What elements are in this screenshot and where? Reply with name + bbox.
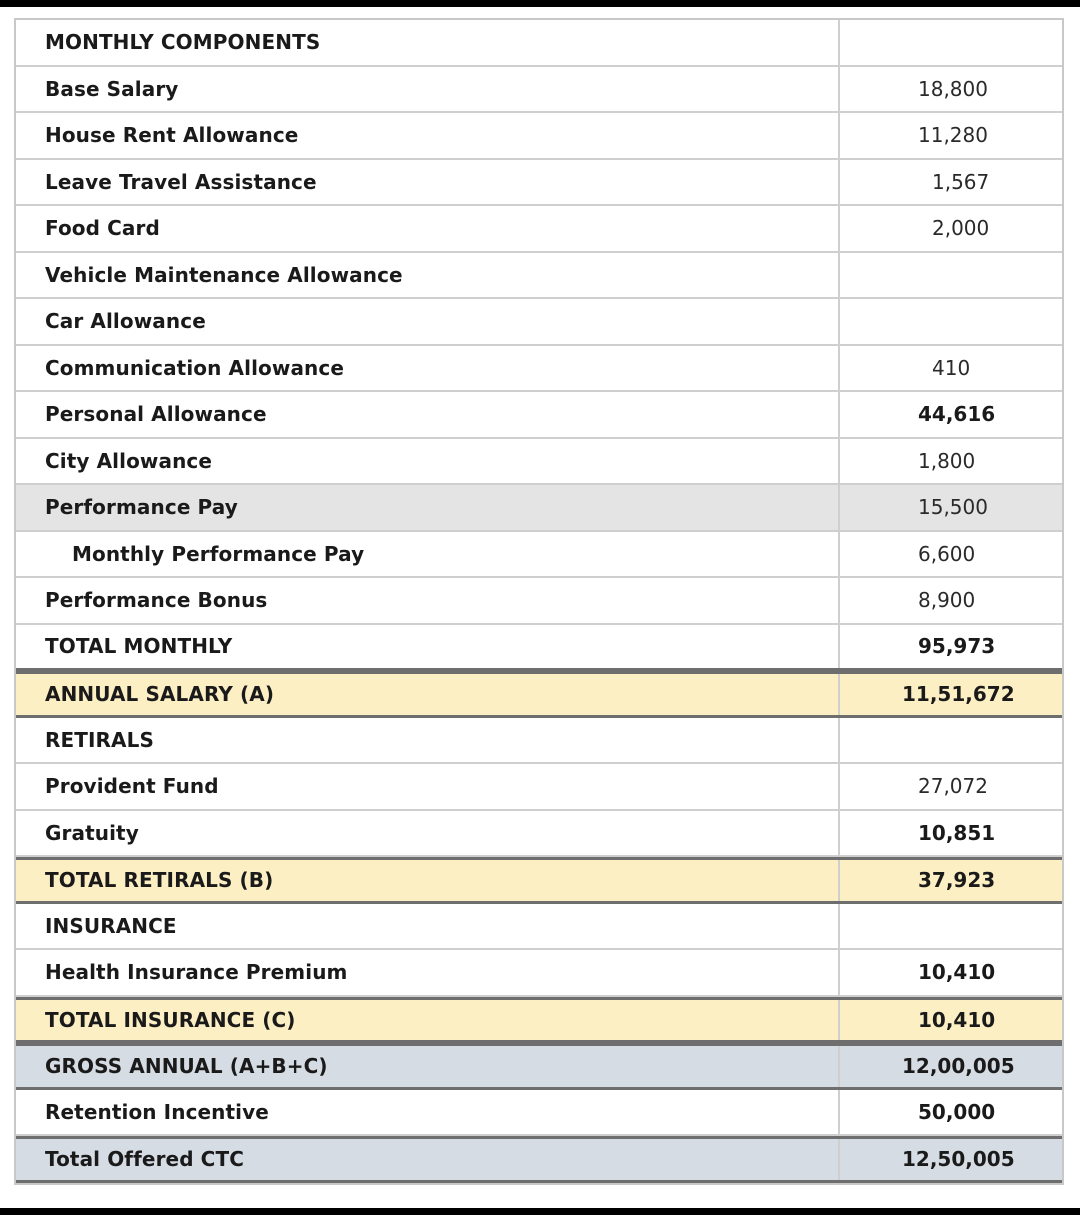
- table-row: [16, 253, 1062, 300]
- row-value: [840, 718, 1062, 763]
- table-row-subtotal: [16, 671, 1062, 718]
- table-row: [16, 299, 1062, 346]
- row-value: 10,410: [918, 1007, 996, 1032]
- table-row-subtotal: [16, 857, 1062, 904]
- row-label: Car Allowance: [16, 299, 840, 344]
- row-label: City Allowance: [16, 439, 840, 484]
- row-value: 2,000: [932, 216, 990, 241]
- row-value: 8,900: [918, 588, 976, 613]
- row-value: 18,800: [918, 76, 988, 101]
- row-value: 50,000: [918, 1099, 996, 1124]
- table-row: [16, 160, 1062, 207]
- row-label: Performance Bonus: [16, 578, 840, 623]
- row-label: TOTAL RETIRALS (B): [16, 860, 840, 901]
- table-row-highlighted: [16, 485, 1062, 532]
- row-label: Food Card: [16, 206, 840, 251]
- row-label: Performance Pay: [16, 485, 840, 530]
- row-value: 6,600: [918, 541, 976, 566]
- row-value: 95,973: [918, 634, 996, 659]
- bottom-border: [0, 1208, 1080, 1215]
- table-row: [16, 20, 1062, 67]
- row-label: Total Offered CTC: [16, 1139, 840, 1180]
- row-label: Leave Travel Assistance: [16, 160, 840, 205]
- row-label: Vehicle Maintenance Allowance: [16, 253, 840, 298]
- table-row-subtotal: [16, 997, 1062, 1044]
- row-value: 10,410: [918, 960, 996, 985]
- section-header-monthly-components: MONTHLY COMPONENTS: [16, 20, 840, 65]
- ctc-breakdown-table: [14, 18, 1064, 1185]
- row-value: 11,280: [918, 123, 988, 148]
- table-row: [16, 904, 1062, 951]
- row-label: House Rent Allowance: [16, 113, 840, 158]
- row-value: 37,923: [918, 868, 996, 893]
- row-label: Communication Allowance: [16, 346, 840, 391]
- section-header-insurance: INSURANCE: [16, 904, 840, 949]
- table-row: [16, 439, 1062, 486]
- row-label: Gratuity: [16, 811, 840, 856]
- row-value: [840, 904, 1062, 949]
- table-row: [16, 1090, 1062, 1137]
- row-label: Retention Incentive: [16, 1090, 840, 1135]
- table-row: [16, 346, 1062, 393]
- row-value: [840, 20, 1062, 65]
- row-value: 27,072: [918, 774, 988, 799]
- table-row-grand-total: [16, 1136, 1062, 1183]
- table-row: [16, 113, 1062, 160]
- row-value: 410: [932, 355, 971, 380]
- row-value: 1,800: [918, 448, 976, 473]
- section-header-retirals: RETIRALS: [16, 718, 840, 763]
- row-label: Provident Fund: [16, 764, 840, 809]
- row-value: [840, 299, 1062, 344]
- row-label: TOTAL MONTHLY: [16, 625, 840, 669]
- table-row: [16, 718, 1062, 765]
- table-row: [16, 811, 1062, 858]
- row-label-indented: Monthly Performance Pay: [16, 532, 840, 577]
- row-label: Base Salary: [16, 67, 840, 112]
- table-row-total: [16, 625, 1062, 672]
- table-row: [16, 67, 1062, 114]
- row-label: ANNUAL SALARY (A): [16, 674, 840, 715]
- table-row: [16, 532, 1062, 579]
- row-label: Health Insurance Premium: [16, 950, 840, 995]
- row-value: 44,616: [918, 402, 996, 427]
- table-row: [16, 578, 1062, 625]
- row-value: 15,500: [918, 495, 988, 520]
- row-value: 12,00,005: [902, 1054, 1015, 1079]
- table-row-grand-total: [16, 1043, 1062, 1090]
- row-label: GROSS ANNUAL (A+B+C): [16, 1046, 840, 1087]
- table-row: [16, 950, 1062, 997]
- row-label: TOTAL INSURANCE (C): [16, 1000, 840, 1041]
- row-value: 10,851: [918, 820, 996, 845]
- table-row: [16, 206, 1062, 253]
- row-value: [840, 253, 1062, 298]
- row-value: 12,50,005: [902, 1147, 1015, 1172]
- table-row: [16, 764, 1062, 811]
- row-value: 11,51,672: [902, 682, 1015, 707]
- top-border: [0, 0, 1080, 7]
- row-label: Personal Allowance: [16, 392, 840, 437]
- row-value: 1,567: [932, 169, 990, 194]
- table-row: [16, 392, 1062, 439]
